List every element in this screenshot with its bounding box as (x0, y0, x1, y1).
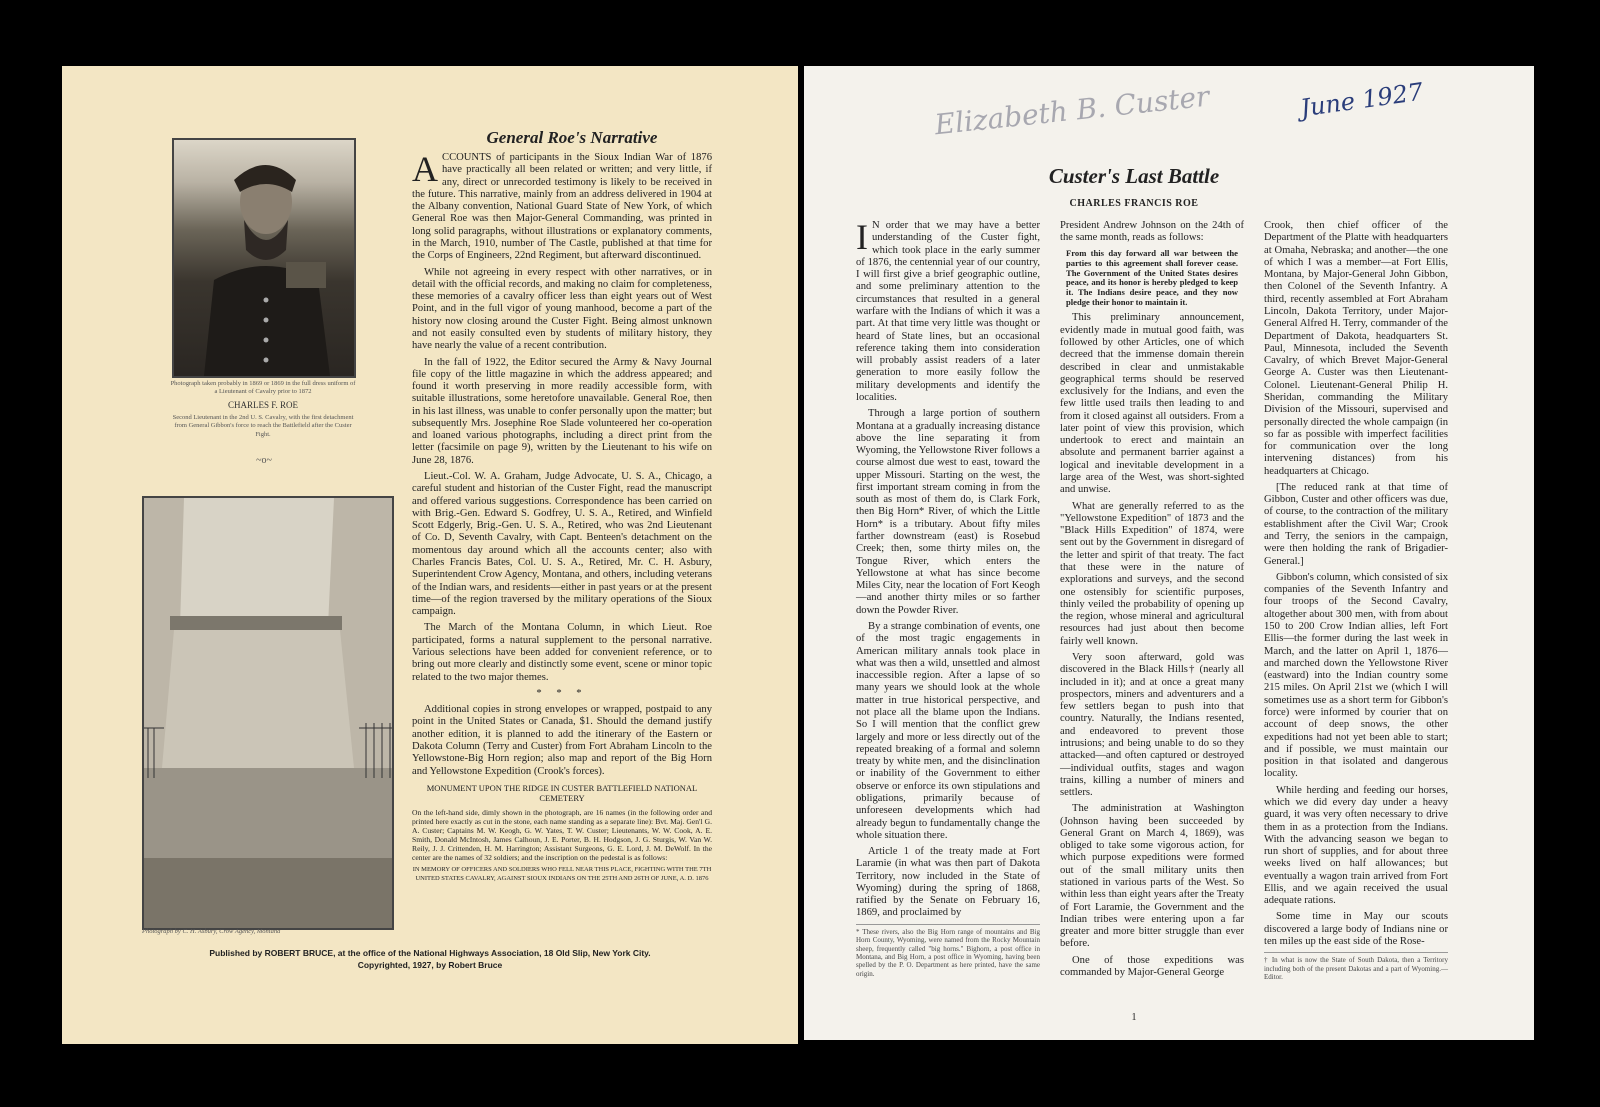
portrait-name: CHARLES F. ROE (227, 400, 299, 410)
narrative-column (412, 149, 712, 883)
battle-c7: What are generally referred to as the "Yellowstone Expedition" of 1873 and the "Black Hills Expedition" of 1874, were sent out by the Government in disregard of the letter and spirit of that treaty. The fact that these were in the nature of explorations and surveys, and the second one ostensibly for scientific purposes, thinly veiled the probability of opening up the region, whose mineral and agricultural resources had just about then become fairly well known. (1060, 500, 1244, 647)
battle-c14: While herding and feeding our horses, which we did every day under a heavy guard, it was very often necessary to drive them in as a protection from the Indians. With the advancing season we began to run short of supplies, and for about three weeks lived on half allowances; but eventually a wagon train arrived from Fort Ellis, and we again received the usual adequate rations. (1264, 784, 1448, 907)
drop-cap-a: A (412, 149, 438, 189)
narrative-p4: Lieut.-Col. W. A. Graham, Judge Advocate, U. S. A., Chicago, a careful student and historian of the Custer Fight, read the manuscript and offered various suggestions. Correspondence has been carried on with Brig.-Gen. Edward S. Godfrey, U. S. A., Retired, and Winfield Scott Edgerly, Brig.-Gen. U. S. A., Retired, who was 2nd Lieutenant of Co. D, Seventh Cavalry, with Capt. Benteen's detachment on the momentous day around which all the accounts center; also with Charles Francis Bates, Col. U. S. A., Retired, Mr. C. H. Asbury, Superintendent Crow Agency, Montana, and others, including veterans of the Indian wars, and residents—either in past years or at the present time—of the region traversed by the military operations of the Sioux campaign. (412, 471, 712, 618)
treaty-quote: From this day forward all war between the parties to this agreement shall forever cease. The Government of the United States desires peace, and its honor is hereby pledged to keep it. The Indians desire peace, and they now pledge their honor to maintain it. (1066, 247, 1238, 308)
narrative-p2: While not agreeing in every respect with other narratives, or in detail with the official records, and making no claim for completeness, these memories of a cavalry officer less than eight years out of West Point, and in the full vigor of young manhood, become a part of the history now closing around the Custer Fight. Being almost unknown and not easily consulted even by students of military history, they have nearly the value of a recent contribution. (412, 266, 712, 352)
narrative-p3: In the fall of 1922, the Editor secured the Army & Navy Journal file copy of the little magazine in which the address appeared; and found it worth preserving in more readily accessible form, with suitable illustrations, some heretofore unavailable. General Roe, then in his last illness, was unable to confer personally upon the matter; but subsequently Mrs. Josephine Roe Slade volunteered her co-operation and loaned various photographs, including a direct print from the letter (facsimile on page 9), written by the Lieutenant to his wife on June 28, 1876. (412, 356, 712, 466)
monument-text: On the left-hand side, dimly shown in the photograph, are 16 names (in the following order and printed here exactly as cut in the stone, each name standing as a separate line): Bvt. Maj. Gen'l G. A. Custer; Captains M. W. Keogh, G. W. Yates, T. W. Custer; Lieutenants, W. W. Cook, A. E. Smith, Donald McIntosh, James Calhoun, J. E. Porter, B. H. Hodgson, J. G. Sturgis, W. Van W. Reily, J. J. Crittenden, H. M. Harrington; Assistant Surgeons, G. E. Lord, J. M. DeWolf. In the center are the names of 32 soldiers; and the inscription on the pedestal is as follows: (412, 807, 712, 863)
author-line: CHARLES FRANCIS ROE (1069, 198, 1199, 209)
copyright-line: Copyrighted, 1927, by Robert Bruce (357, 960, 503, 970)
separator-stars: * * * (536, 687, 588, 699)
monument-heading: MONUMENT UPON THE RIDGE IN CUSTER BATTLEFIELD NATIONAL CEMETERY (426, 782, 698, 803)
battle-c3: By a strange combination of events, one of the most tragic engagements in American military annals took place in what was then a wild, unsettled and almost inaccessible region. After a lapse of so many years we should look at the whole matter in true historical perspective, and not place all the blame upon the Indians. So I will mention that the conflict grew largely and more or less directly out of the repeated breaking of a formal and solemn treaty by white men, and the disinclination or inability of the Government to either observe or enforce its own stipulations and obligations, primarily because of unforeseen developments which had already begun to fundamentally change the whole situation there. (856, 621, 1040, 841)
handwritten-date: June 1927 (1298, 77, 1425, 123)
monument-inscription: IN MEMORY OF OFFICERS AND SOLDIERS WHO FELL NEAR THIS PLACE, FIGHTING WITH THE 7TH UNITED STATES CAVALRY, AGAINST SIOUX INDIANS ON THE 25TH AND 26TH OF JUNE, A. D. 1876 (412, 866, 712, 882)
left-page-title: General Roe's Narrative (486, 128, 658, 147)
battle-c12: [The reduced rank at that time of Gibbon, Custer and other officers was due, of course, to the contraction of the military establishment after the Civil War; Crook and Terry, the seniors in the campaign, were then holding the rank of Brigadier-General.] (1264, 481, 1448, 567)
right-column-1 (856, 217, 1040, 990)
narrative-p5: The March of the Montana Column, in which Lieut. Roe participated, forms a natural supplement to the personal narrative. Various selections have been added for convenient reference, or to bring out more clearly and distinctly some event, scene or minor topic related to the two major themes. (412, 622, 712, 683)
right-column-3 (1264, 220, 1448, 990)
drop-cap-i: I (856, 217, 868, 257)
battle-c4: Article 1 of the treaty made at Fort Laramie (in what was then part of Dakota Territory, now included in the State of Wyoming) during the spring of 1868, ratified by the Senate on February 16, 1869, and proclaimed by (856, 846, 1040, 919)
battle-c11: Crook, then chief officer of the Department of the Platte with headquarters at Omaha, Nebraska; and another—the one of which I was a member—at Fort Ellis, Montana, by Major-General John Gibbon, then Colonel of the Seventh Infantry. A third, recently assembled at Fort Abraham Lincoln, Dakota Territory, under Major-General Alfred H. Terry, commander of the Department of Dakota, headquarters St. Paul, Minnesota, included the Seventh Cavalry, of which Brevet Major-General George A. Custer was then Lieutenant-Colonel. Lieutenant-General Philip H. Sheridan, commanding the Military Division of the Missouri, supervised and personally directed the whole campaign (in so far as possible with imperfect facilities for communication over the long intervening distances) from his headquarters at Chicago. (1264, 220, 1448, 477)
right-page-title: Custer's Last Battle (1048, 164, 1220, 188)
battle-c13: Gibbon's column, which consisted of six companies of the Seventh Infantry and four troops of the Second Cavalry, altogether about 300 men, with from about 150 to 200 Crow Indian allies, left Fort Ellis—the former during the last week in March, and the latter on April 1, 1876—and marched down the Yellowstone River (eastward) into the Indian country some 215 miles. On April 21st we (which I will sometimes use as a short term for Gibbon's force) were informed by courier that on account of deep snows, the other expeditions had not yet been able to start; and if possible, we must maintain our position in that isolated and dangerous locality. (1264, 571, 1448, 780)
portrait-caption: Photograph taken probably in 1869 or 1869 in the full dress uniform of a Lieutenant of Cavalry prior to 1872 (170, 380, 356, 396)
battle-c6: This preliminary announcement, evidently made in mutual good faith, was followed by other Articles, one of which decreed that the immense domain therein described in clear and unmistakable geographical terms should be reserved exclusively for the Indians, and even the few little used trails then leading to and from it closed against all outsiders. From a later point of view this provision, which undertook to erect and maintain an absolute and permanent barrier against a logical and inevitable development in a large area of the West, was short-sighted and unwise. (1060, 312, 1244, 496)
battle-c8: Very soon afterward, gold was discovered in the Black Hills† (nearly all included in it); and at once a great many prospectors, miners and adventurers and a few settlers began to push into that country. Naturally, the Indians resented, and endeavored to prevent those intrusions; and being unable to do so they attacked—and often captured or destroyed—individual outfits, stages and wagon trains, killing a number of miners and settlers. (1060, 651, 1244, 799)
autograph-signature: Elizabeth B. Custer (933, 79, 1211, 142)
right-page (804, 66, 1534, 1040)
battle-c2: Through a large portion of southern Montana at a gradually increasing distance above the line separating it from Wyoming, the Yellowstone River follows a course almost due west to east, toward the upper Missouri. Starting on the west, the first important stream coming in from the south as most of them do, is Clark Fork, then Big Horn* River, of which the Little Horn* is a tributary. About fifty miles farther downstream (east) is Rosebud Creek; then, some thirty miles on, the Tongue River, which enters the Yellowstone at what has since become Miles City, near the location of Fort Keogh—and another thirty miles or so farther down the Powder River. (856, 408, 1040, 616)
portrait-figure (174, 140, 354, 376)
ornament: ~o~ (256, 455, 272, 466)
footnote-rivers: * These rivers, also the Big Horn range of mountains and Big Horn County, Wyoming, were named from the Rocky Mountain sheep, frequently called "big horns." Bighorn, a post office in Montana, and Big Horn, a post office in Wyoming, having been spelled by the P. O. Department as here printed, have the same origin. (856, 924, 1040, 978)
narrative-p1: CCOUNTS of participants in the Sioux Indian War of 1876 have practically all been related or written; and very little, if any, direct or unrecorded testimony is likely to be received in the future. This narrative, mainly from an address delivered in 1904 at the Albany convention, National Guard State of New York, of which General Roe was then Major-General Commanding, was printed in long solid paragraphs, without illustrations or explanatory comments, in the March, 1910, number of The Castle, published at that time for the Corps of Engineers, 22nd Regiment, but afterward discontinued. (412, 152, 712, 262)
publisher-line: Published by ROBERT BRUCE, at the office of the National Highways Association, 18 Old Slip, New York City. (209, 948, 651, 958)
portrait-subcaption: Second Lieutenant in the 2nd U. S. Cavalry, with the first detachment from General Gibbon's force to reach the Battlefield after the Custer Fight. (172, 414, 354, 438)
narrative-p6: Additional copies in strong envelopes or wrapped, postpaid to any point in the United States or Canada, $1. Should the demand justify another edition, it is planned to add the itinerary of the Eastern or Dakota Column (Terry and Custer) from Fort Abraham Lincoln to the Yellowstone-Big Horn region; also map and report of the Big Horn and Yellowstone Expedition (Crook's forces). (412, 704, 712, 777)
battle-c1: N order that we may have a better understanding of the Custer fight, which took place in the early summer of 1876, the centennial year of our country, I will first give a brief geographic outline, and some preliminary attention to the circumstances that resulted in a general warfare with the Indians of which it was a part. At that time very little was thought or heard of State lines, but an occasional reference taking them into consideration will probably assist readers of a later generation to more easily follow the military developments and identify the localities. (856, 220, 1040, 403)
page-number: 1 (1131, 1012, 1137, 1023)
photo-credit: Photograph by C. H. Asbury, Crow Agency, Montana (142, 928, 281, 935)
battle-c15: Some time in May our scouts discovered a large body of Indians nine or ten miles up the east side of the Rose- (1264, 911, 1448, 948)
battle-c5: President Andrew Johnson on the 24th of the same month, reads as follows: (1060, 220, 1244, 244)
battle-c9: The administration at Washington (Johnson having been succeeded by General Grant on March 4, 1869), was obliged to take some vigorous action, for which purpose expeditions were formed out of the small military units then stationed in various parts of the West. So within less than eight years after the Treaty of Fort Laramie, the Government and the Indian tribes were entering upon a far greater and more bitter struggle than ever before. (1060, 803, 1244, 950)
monument-photo (142, 496, 394, 930)
portrait-photo (172, 138, 356, 378)
battle-c10: One of those expeditions was commanded by Major-General George (1060, 954, 1244, 978)
right-column-2 (1060, 220, 1244, 990)
footnote-dakota: † In what is now the State of South Dakota, then a Territory including both of the present Dakotas and a part of Wyoming.—Editor. (1264, 952, 1448, 981)
left-page (62, 66, 798, 1044)
monument-figure (144, 498, 392, 928)
